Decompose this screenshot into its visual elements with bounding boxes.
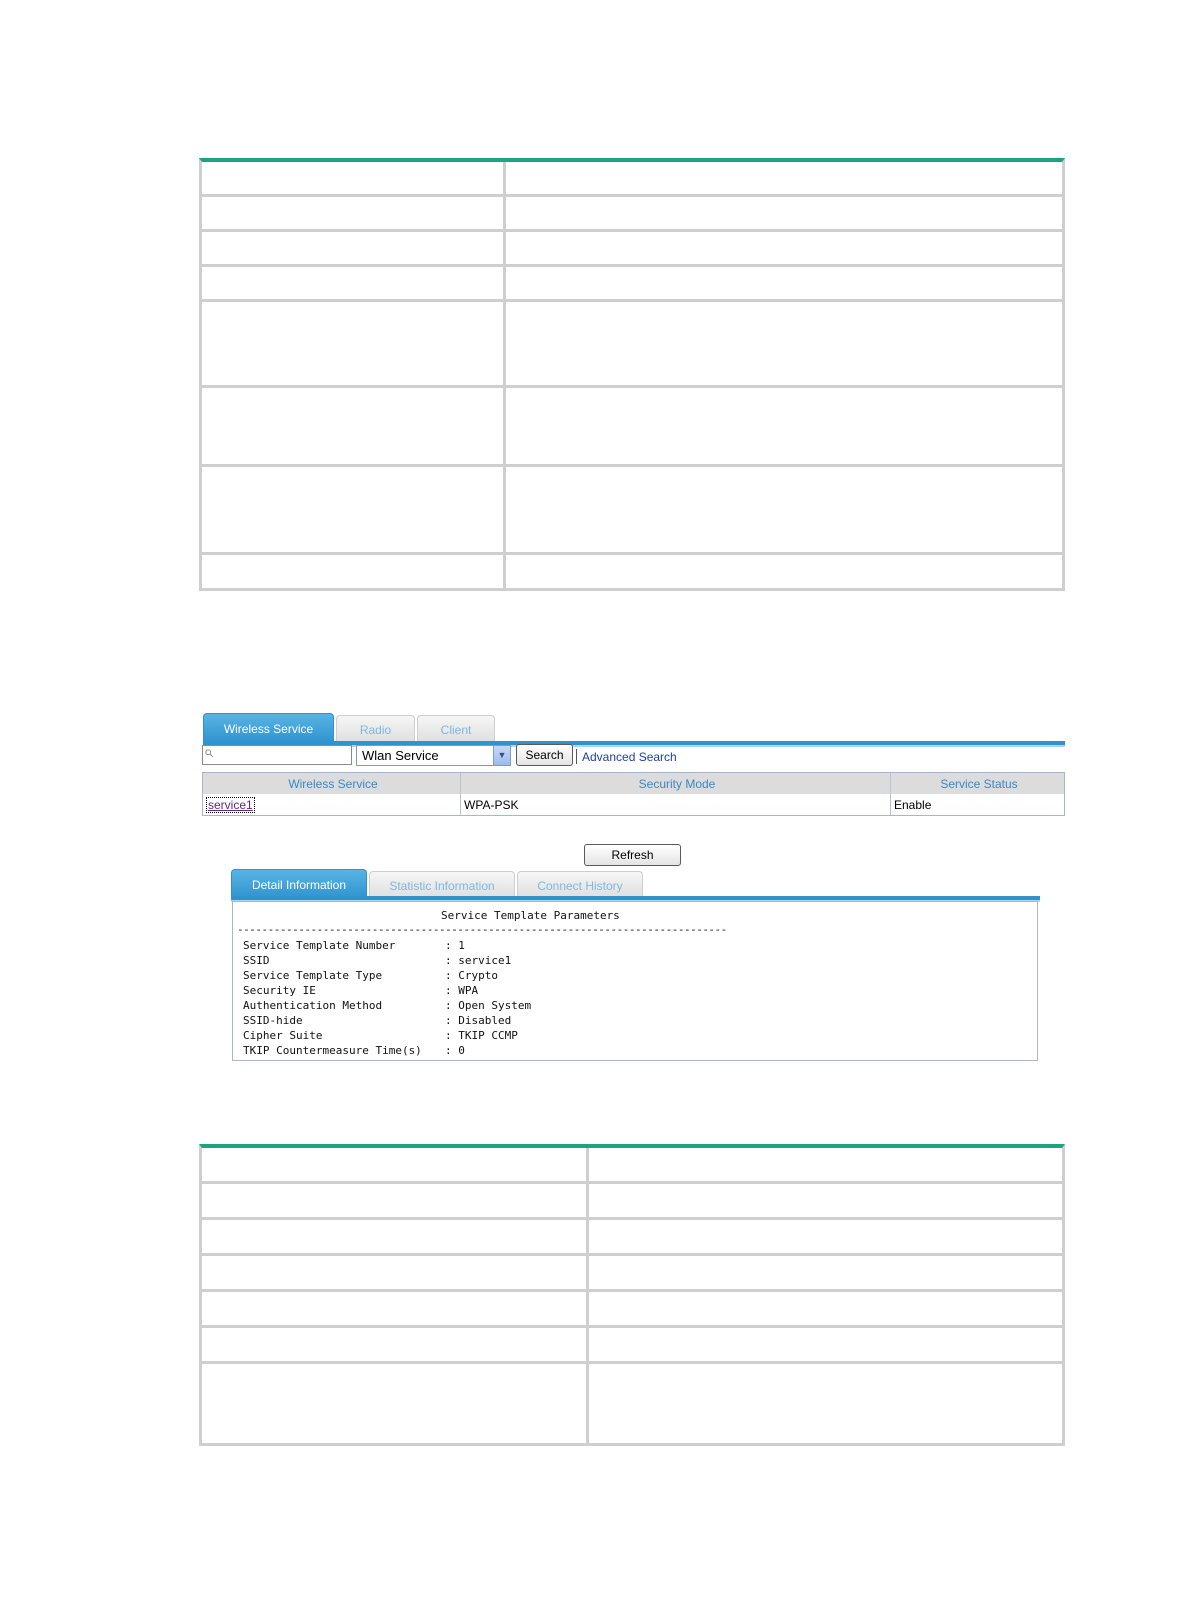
parameter-table-bottom [199, 1144, 1065, 1446]
tab-statistic-information[interactable]: Statistic Information [369, 871, 515, 899]
param-key: Security IE [243, 984, 316, 997]
param-key: SSID [243, 954, 270, 967]
param-value: : Disabled [445, 1014, 512, 1027]
param-row [243, 1014, 511, 1027]
param-value: : service1 [445, 954, 512, 967]
column-header-wireless-service[interactable]: Wireless Service [203, 773, 461, 794]
service-link[interactable]: service1 [208, 797, 253, 812]
detail-tab-bar [231, 869, 645, 899]
param-key: SSID-hide [243, 1014, 303, 1027]
cell-security-mode: WPA-PSK [461, 794, 891, 815]
param-key: Cipher Suite [243, 1029, 323, 1042]
param-row [243, 999, 531, 1012]
param-key: Service Template Number [243, 939, 396, 952]
param-row [243, 984, 478, 997]
tab-radio[interactable]: Radio [336, 715, 415, 743]
search-scope-value: Wlan Service [362, 748, 439, 763]
param-key: TKIP Countermeasure Time(s) [243, 1044, 422, 1057]
table-header [203, 773, 1064, 794]
search-scope-select[interactable] [356, 745, 511, 766]
detail-panel [232, 901, 1038, 1061]
main-tab-bar [203, 713, 497, 743]
param-value: : 1 [445, 939, 465, 952]
tab-client[interactable]: Client [417, 715, 495, 743]
param-value: : 0 [445, 1044, 465, 1057]
chevron-down-icon[interactable]: ▼ [493, 746, 510, 765]
param-key: Service Template Type [243, 969, 383, 982]
search-button[interactable]: Search [516, 744, 573, 766]
param-value: : TKIP CCMP [445, 1029, 518, 1042]
advanced-search-link[interactable]: Advanced Search [582, 750, 677, 764]
tab-connect-history[interactable]: Connect History [517, 871, 643, 899]
param-row [243, 954, 511, 967]
divider [576, 749, 577, 764]
tab-detail-information[interactable]: Detail Information [231, 869, 367, 899]
param-value: : Open System [445, 999, 532, 1012]
param-value: : WPA [445, 984, 479, 997]
column-header-security-mode[interactable]: Security Mode [461, 773, 891, 794]
refresh-button[interactable]: Refresh [584, 844, 681, 866]
param-row [243, 1044, 465, 1057]
column-header-service-status[interactable]: Service Status [940, 776, 1018, 791]
cell-service [203, 794, 461, 815]
search-icon [205, 749, 213, 757]
param-key: Authentication Method [243, 999, 383, 1012]
detail-separator: -------------------------------------------------------------------------------- [237, 923, 727, 936]
parameter-table-top [199, 158, 1065, 591]
cell-service-status: Enable [891, 794, 1064, 815]
tab-wireless-service[interactable]: Wireless Service [203, 713, 334, 743]
table-row[interactable] [203, 794, 1064, 815]
param-row [243, 1029, 518, 1042]
param-row [243, 969, 498, 982]
search-input[interactable] [202, 745, 352, 765]
detail-title: Service Template Parameters [441, 909, 620, 922]
param-row [243, 939, 465, 952]
param-value: : Crypto [445, 969, 498, 982]
service-table [202, 772, 1065, 816]
